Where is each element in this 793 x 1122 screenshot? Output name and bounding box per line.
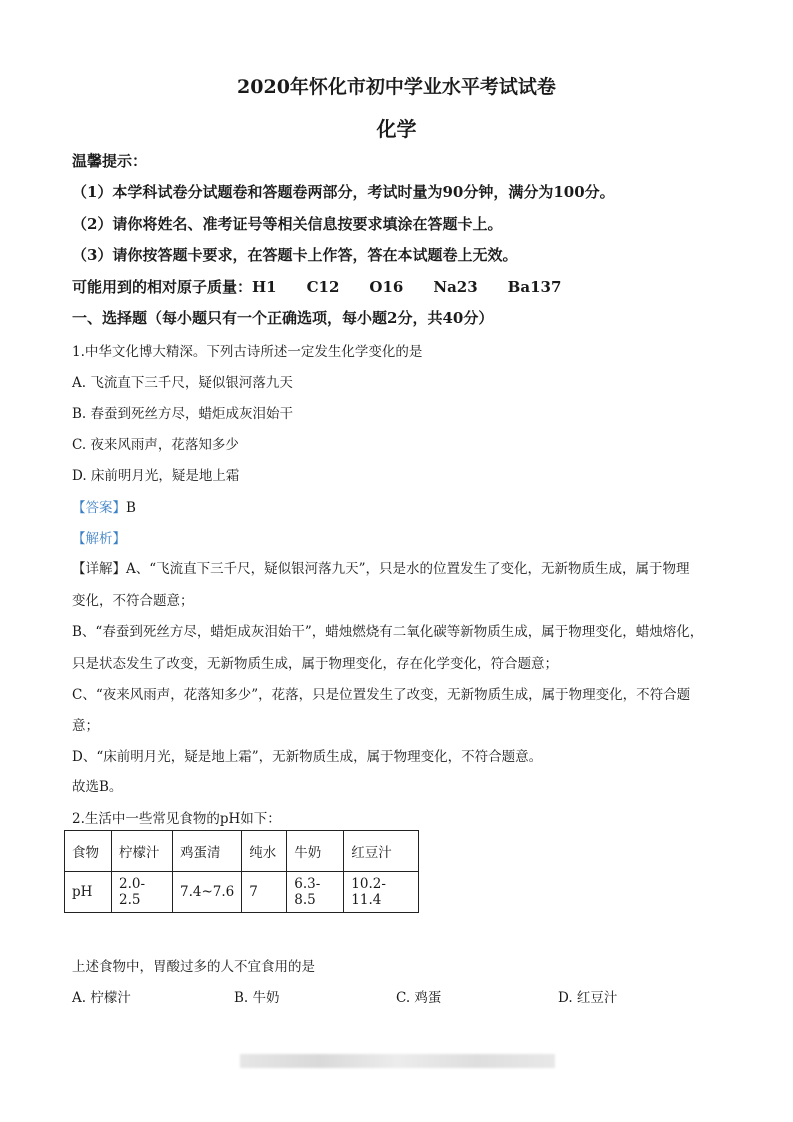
table-cell: 红豆汁 <box>344 831 419 872</box>
tip-item-3: （3）请你按答题卡要求，在答题卡上作答，答在本试题卷上无效。 <box>72 246 518 264</box>
atomic-mass-line: 可能用到的相对原子质量：H1 C12 O16 Na23 Ba137 <box>72 278 562 296</box>
exam-title: 2020年怀化市初中学业水平考试试卷 <box>237 76 556 98</box>
answer-label: 【答案】 <box>72 500 126 516</box>
table-cell: 6.3-8.5 <box>287 872 344 913</box>
table-cell: 牛奶 <box>287 831 344 872</box>
detail-line-4: 只是状态发生了改变，无新物质生成，属于物理变化，存在化学变化，符合题意； <box>72 656 558 672</box>
q1-option-b: B. 春蚕到死丝方尽，蜡炬成灰泪始干 <box>72 406 294 422</box>
table-cell: pH <box>65 872 112 913</box>
blurred-footer-watermark <box>240 1054 555 1068</box>
q1-option-a: A. 飞流直下三千尺，疑似银河落九天 <box>72 375 293 391</box>
tip-item-2: （2）请你将姓名、准考证号等相关信息按要求填涂在答题卡上。 <box>72 215 503 233</box>
q2-question: 上述食物中，胃酸过多的人不宜食用的是 <box>72 959 315 975</box>
q2-option-d: D. 红豆汁 <box>558 990 618 1006</box>
detail-line-5: C、“夜来风雨声，花落知多少”，花落，只是位置发生了改变，无新物质生成，属于物理变化，不符合题 <box>72 687 691 703</box>
detail-line-1: 【详解】A、“飞流直下三千尺，疑似银河落九天”，只是水的位置发生了变化，无新物质生成，属于物理 <box>72 561 690 577</box>
table-row <box>65 872 419 913</box>
table-cell: 鸡蛋清 <box>173 831 242 872</box>
detail-line-8: 故选B。 <box>72 779 123 795</box>
q2-option-b: B. 牛奶 <box>234 990 280 1006</box>
ph-table <box>64 830 419 913</box>
table-cell: 食物 <box>65 831 112 872</box>
detail-line-7: D、“床前明月光，疑是地上霜”，无新物质生成，属于物理变化，不符合题意。 <box>72 749 543 765</box>
q2-option-c: C. 鸡蛋 <box>396 990 442 1006</box>
table-header-row <box>65 831 419 872</box>
detail-line-6: 意； <box>72 718 99 734</box>
table-cell: 7 <box>242 872 287 913</box>
q1-answer <box>72 496 136 516</box>
q1-stem: 1.中华文化博大精深。下列古诗所述一定发生化学变化的是 <box>72 344 423 360</box>
q1-option-d: D. 床前明月光，疑是地上霜 <box>72 468 240 484</box>
table-cell: 10.2-11.4 <box>344 872 419 913</box>
table-cell: 柠檬汁 <box>112 831 173 872</box>
q2-stem: 2.生活中一些常见食物的pH如下： <box>72 811 281 827</box>
analysis-label: 【解析】 <box>72 531 126 547</box>
q2-option-a: A. 柠檬汁 <box>72 990 131 1006</box>
detail-line-2: 变化，不符合题意； <box>72 593 194 609</box>
answer-value: B <box>126 500 136 516</box>
q1-option-c: C. 夜来风雨声，花落知多少 <box>72 437 239 453</box>
section-heading: 一、选择题（每小题只有一个正确选项，每小题2分，共40分） <box>72 309 494 327</box>
tip-item-1: （1）本学科试卷分试题卷和答题卷两部分，考试时量为90分钟，满分为100分。 <box>72 183 615 201</box>
table-cell: 纯水 <box>242 831 287 872</box>
subject-title: 化学 <box>376 117 417 141</box>
tips-heading: 温馨提示： <box>72 152 148 170</box>
table-cell: 2.0-2.5 <box>112 872 173 913</box>
detail-line-3: B、“春蚕到死丝方尽，蜡炬成灰泪始干”，蜡烛燃烧有二氧化碳等新物质生成，属于物理变化，蜡烛熔化， <box>72 624 704 640</box>
table-cell: 7.4~7.6 <box>173 872 242 913</box>
